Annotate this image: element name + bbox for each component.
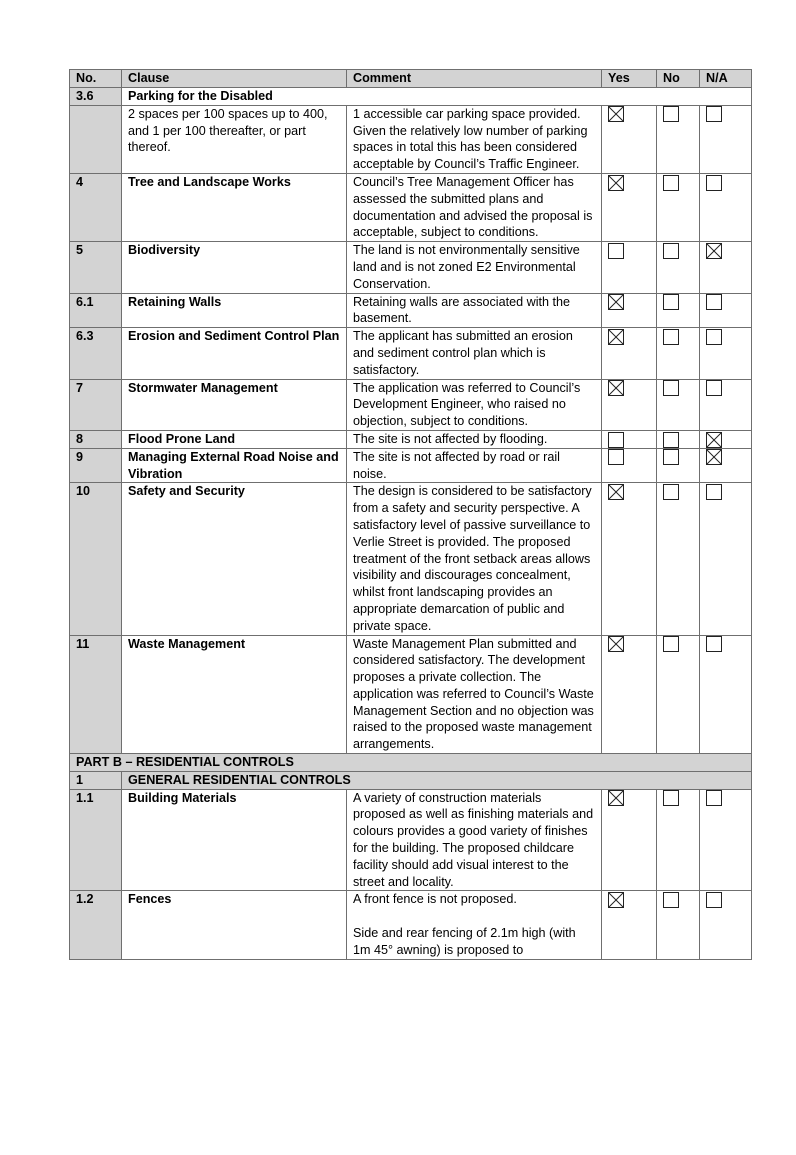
- clause-title: Tree and Landscape Works: [122, 173, 347, 241]
- yes-cell: [602, 105, 657, 173]
- yes-checkbox[interactable]: [608, 790, 624, 806]
- no-cell: [657, 105, 700, 173]
- table-row: [70, 891, 752, 959]
- clause-title: Managing External Road Noise and Vibration: [122, 448, 347, 483]
- comment-text: Retaining walls are associated with the basement.: [347, 293, 602, 328]
- header-yes: Yes: [602, 70, 657, 88]
- part-heading: PART B – RESIDENTIAL CONTROLS: [70, 754, 752, 772]
- no-checkbox[interactable]: [663, 484, 679, 500]
- na-checkbox[interactable]: [706, 294, 722, 310]
- table-row: [70, 448, 752, 483]
- na-checkbox[interactable]: [706, 329, 722, 345]
- row-number: 9: [70, 448, 122, 483]
- row-number: 11: [70, 635, 122, 754]
- row-number: 7: [70, 379, 122, 430]
- comment-text: The design is considered to be satisfactory from a safety and security perspective. A satisfactory level of passive surveillance to Verlie Street is provided. The proposed treatment of the front setback areas allows visibility and discourages concealment, whilst front landscaping provides an appropriate demarcation of public and private space.: [347, 483, 602, 635]
- table-row: [70, 293, 752, 328]
- yes-checkbox[interactable]: [608, 243, 624, 259]
- na-checkbox[interactable]: [706, 432, 722, 448]
- yes-checkbox[interactable]: [608, 432, 624, 448]
- na-checkbox[interactable]: [706, 484, 722, 500]
- no-checkbox[interactable]: [663, 106, 679, 122]
- header-no-col: No: [657, 70, 700, 88]
- yes-checkbox[interactable]: [608, 636, 624, 652]
- table-row: [70, 379, 752, 430]
- header-no: No.: [70, 70, 122, 88]
- no-checkbox[interactable]: [663, 636, 679, 652]
- na-checkbox[interactable]: [706, 449, 722, 465]
- no-checkbox[interactable]: [663, 449, 679, 465]
- clause-title: Stormwater Management: [122, 379, 347, 430]
- comment-text: The application was referred to Council’s Development Engineer, who raised no objection, subject to conditions.: [347, 379, 602, 430]
- header-na: N/A: [700, 70, 752, 88]
- no-checkbox[interactable]: [663, 175, 679, 191]
- comment-text: The applicant has submitted an erosion and sediment control plan which is satisfactory.: [347, 328, 602, 379]
- row-number: 6.3: [70, 328, 122, 379]
- comment-text: The site is not affected by flooding.: [347, 430, 602, 448]
- clause-title: Building Materials: [122, 789, 347, 891]
- table-row: [70, 88, 752, 106]
- table-row: [70, 635, 752, 754]
- clause-title: Flood Prone Land: [122, 430, 347, 448]
- na-checkbox[interactable]: [706, 380, 722, 396]
- section-row: [70, 754, 752, 772]
- clause-title: Erosion and Sediment Control Plan: [122, 328, 347, 379]
- comment-text: The land is not environmentally sensitive land and is not zoned E2 Environmental Conservation.: [347, 242, 602, 293]
- no-checkbox[interactable]: [663, 892, 679, 908]
- compliance-table: [69, 69, 752, 960]
- no-checkbox[interactable]: [663, 294, 679, 310]
- yes-checkbox[interactable]: [608, 380, 624, 396]
- section-row: [70, 771, 752, 789]
- clause-title: Retaining Walls: [122, 293, 347, 328]
- no-checkbox[interactable]: [663, 329, 679, 345]
- no-checkbox[interactable]: [663, 380, 679, 396]
- clause-title: Waste Management: [122, 635, 347, 754]
- table-row: [70, 483, 752, 635]
- yes-checkbox[interactable]: [608, 294, 624, 310]
- table-header-row: [70, 70, 752, 88]
- row-number: 10: [70, 483, 122, 635]
- yes-checkbox[interactable]: [608, 106, 624, 122]
- yes-checkbox[interactable]: [608, 329, 624, 345]
- comment-text: [347, 891, 602, 959]
- clause-title: Safety and Security: [122, 483, 347, 635]
- header-clause: Clause: [122, 70, 347, 88]
- row-number: 1.2: [70, 891, 122, 959]
- clause-title: Biodiversity: [122, 242, 347, 293]
- row-number: 4: [70, 173, 122, 241]
- na-checkbox[interactable]: [706, 790, 722, 806]
- na-checkbox[interactable]: [706, 243, 722, 259]
- comment-text: 1 accessible car parking space provided. Given the relatively low number of parking spaces in total this has been considered acceptable by Council’s Traffic Engineer.: [347, 105, 602, 173]
- yes-checkbox[interactable]: [608, 449, 624, 465]
- comment-text: Waste Management Plan submitted and considered satisfactory. The development proposes a private collection. The application was referred to Council’s Waste Management Section and no objection was raised to the proposed waste management arrangements.: [347, 635, 602, 754]
- comment-paragraph: Side and rear fencing of 2.1m high (with 1m 45° awning) is proposed to: [353, 926, 576, 957]
- na-checkbox[interactable]: [706, 636, 722, 652]
- na-checkbox[interactable]: [706, 175, 722, 191]
- comment-paragraph: A front fence is not proposed.: [353, 892, 517, 907]
- table-row: [70, 430, 752, 448]
- yes-checkbox[interactable]: [608, 175, 624, 191]
- clause-text: 2 spaces per 100 spaces up to 400, and 1 per 100 thereafter, or part thereof.: [122, 105, 347, 173]
- row-number: 3.6: [70, 88, 122, 106]
- yes-checkbox[interactable]: [608, 892, 624, 908]
- table-row: [70, 789, 752, 891]
- comment-text: A variety of construction materials proposed as well as finishing materials and colours provides a good variety of finishes for the building. The proposed childcare facility should add visual interest to the street and locality.: [347, 789, 602, 891]
- na-checkbox[interactable]: [706, 892, 722, 908]
- no-checkbox[interactable]: [663, 243, 679, 259]
- table-row: [70, 242, 752, 293]
- na-checkbox[interactable]: [706, 106, 722, 122]
- no-checkbox[interactable]: [663, 432, 679, 448]
- row-number: 1: [70, 771, 122, 789]
- row-number: 6.1: [70, 293, 122, 328]
- row-number: 5: [70, 242, 122, 293]
- comment-text: The site is not affected by road or rail noise.: [347, 448, 602, 483]
- na-cell: [700, 105, 752, 173]
- header-comment: Comment: [347, 70, 602, 88]
- row-number: 1.1: [70, 789, 122, 891]
- no-checkbox[interactable]: [663, 790, 679, 806]
- table-row: [70, 105, 752, 173]
- section-heading: GENERAL RESIDENTIAL CONTROLS: [122, 771, 752, 789]
- table-row: [70, 173, 752, 241]
- clause-title: Fences: [122, 891, 347, 959]
- row-number: 8: [70, 430, 122, 448]
- clause-heading: Parking for the Disabled: [122, 88, 752, 106]
- comment-text: Council’s Tree Management Officer has assessed the submitted plans and documentation and advised the proposal is acceptable, subject to conditions.: [347, 173, 602, 241]
- table-row: [70, 328, 752, 379]
- yes-checkbox[interactable]: [608, 484, 624, 500]
